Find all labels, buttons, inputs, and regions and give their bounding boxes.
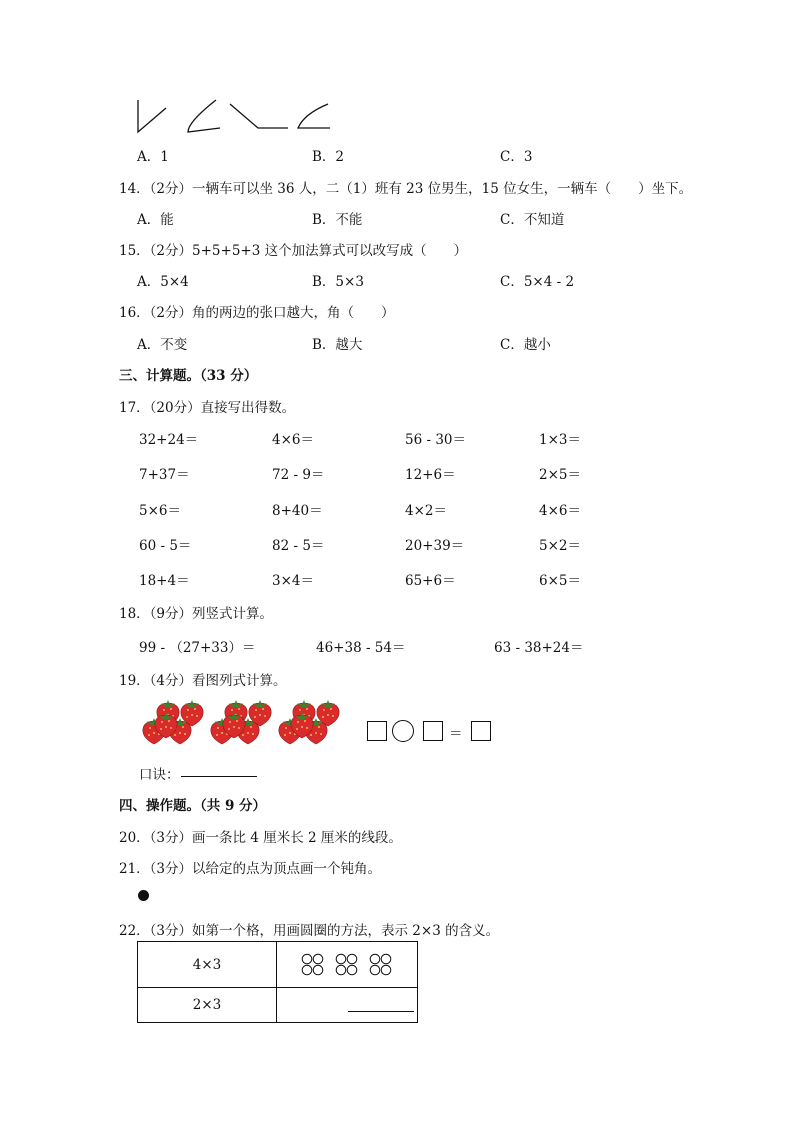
q18-item-1: 99 - （27+33）＝ (139, 640, 256, 656)
q17-r2c2: 4×2＝ (405, 503, 447, 519)
q15-option-c[interactable]: C．5×4 - 2 (500, 274, 575, 290)
q21-stem: 21．（3分）以给定的点为顶点画一个钝角。 (119, 861, 382, 877)
angle-figure-2 (188, 100, 220, 132)
q17-r4c3: 6×5＝ (539, 573, 581, 589)
q17-r4c0: 18+4＝ (139, 573, 190, 589)
q17-r2c1: 8+40＝ (272, 503, 323, 519)
row2-answer-line[interactable] (348, 1011, 414, 1012)
section4-heading: 四、操作题。（共 9 分） (119, 798, 267, 814)
q18-item-2: 46+38 - 54＝ (316, 640, 406, 656)
equals-sign: ＝ (449, 726, 463, 742)
q16-option-b[interactable]: B．越大 (312, 337, 363, 353)
operator-circle[interactable] (392, 720, 414, 742)
equation-box-1[interactable] (367, 721, 387, 741)
q17-r4c1: 3×4＝ (272, 573, 314, 589)
vertex-dot (138, 890, 149, 901)
q16-stem: 16．（2分）角的两边的张口越大，角（ ） (119, 305, 395, 321)
equation-result-box[interactable] (471, 721, 491, 741)
q17-r1c2: 12+6＝ (405, 467, 456, 483)
angle-figure-3 (230, 104, 288, 128)
koujue-answer-line[interactable] (181, 775, 257, 777)
q17-r0c1: 4×6＝ (272, 432, 314, 448)
koujue-label: 口诀： (139, 767, 180, 783)
q15-option-b[interactable]: B．5×3 (312, 274, 364, 290)
q13-option-b[interactable]: B．2 (312, 149, 345, 165)
q15-option-a[interactable]: A．5×4 (137, 274, 189, 290)
q14-stem: 14．（2分）一辆车可以坐 36 人，二（1）班有 23 位男生，15 位女生，一辆车（ ）坐下。 (119, 181, 693, 197)
row1-label: 4×3 (138, 942, 277, 988)
q14-option-a[interactable]: A．能 (137, 212, 174, 228)
angle-figures (130, 96, 340, 136)
angle-figure-1 (138, 100, 166, 132)
q18-stem: 18．（9分）列竖式计算。 (119, 606, 274, 622)
q14-option-b[interactable]: B．不能 (312, 212, 363, 228)
q17-r3c1: 82 - 5＝ (272, 538, 325, 554)
q17-r3c0: 60 - 5＝ (139, 538, 192, 554)
q16-option-c[interactable]: C．越小 (500, 337, 551, 353)
q16-option-a[interactable]: A．不变 (137, 337, 188, 353)
strawberry-picture (136, 698, 348, 746)
q14-option-c[interactable]: C．不知道 (500, 212, 565, 228)
q19-stem: 19．（4分）看图列式计算。 (119, 673, 287, 689)
q22-table (137, 941, 418, 1023)
q20-stem: 20．（3分）画一条比 4 厘米长 2 厘米的线段。 (119, 830, 402, 846)
q15-stem: 15．（2分）5+5+5+3 这个加法算式可以改写成（ ） (119, 243, 468, 259)
circle-groups (297, 951, 397, 979)
q17-r2c0: 5×6＝ (139, 503, 181, 519)
q17-r0c0: 32+24＝ (139, 432, 199, 448)
q17-r0c2: 56 - 30＝ (405, 432, 467, 448)
table-row (138, 988, 418, 1023)
strawberry-group-3 (279, 700, 339, 744)
strawberry-group-1 (143, 700, 203, 744)
row1-circles-cell (277, 942, 418, 988)
q13-option-a[interactable]: A．1 (137, 149, 169, 165)
section3-heading: 三、计算题。（33 分） (119, 368, 258, 384)
q17-stem: 17．（20分）直接写出得数。 (119, 400, 296, 416)
q22-stem: 22．（3分）如第一个格，用画圆圈的方法，表示 2×3 的含义。 (119, 923, 500, 939)
angle-figure-4 (298, 104, 330, 128)
q17-r0c3: 1×3＝ (539, 432, 581, 448)
q13-option-c[interactable]: C．3 (500, 149, 533, 165)
q17-r1c0: 7+37＝ (139, 467, 190, 483)
q17-r1c3: 2×5＝ (539, 467, 581, 483)
q17-r3c2: 20+39＝ (405, 538, 465, 554)
q17-r3c3: 5×2＝ (539, 538, 581, 554)
table-row (138, 942, 418, 988)
q17-r2c3: 4×6＝ (539, 503, 581, 519)
q17-r4c2: 65+6＝ (405, 573, 456, 589)
q18-item-3: 63 - 38+24＝ (494, 640, 584, 656)
row2-answer-cell[interactable] (277, 988, 418, 1023)
row2-label: 2×3 (138, 988, 277, 1023)
strawberry-group-2 (211, 700, 271, 744)
equation-box-2[interactable] (423, 721, 443, 741)
q17-r1c1: 72 - 9＝ (272, 467, 325, 483)
